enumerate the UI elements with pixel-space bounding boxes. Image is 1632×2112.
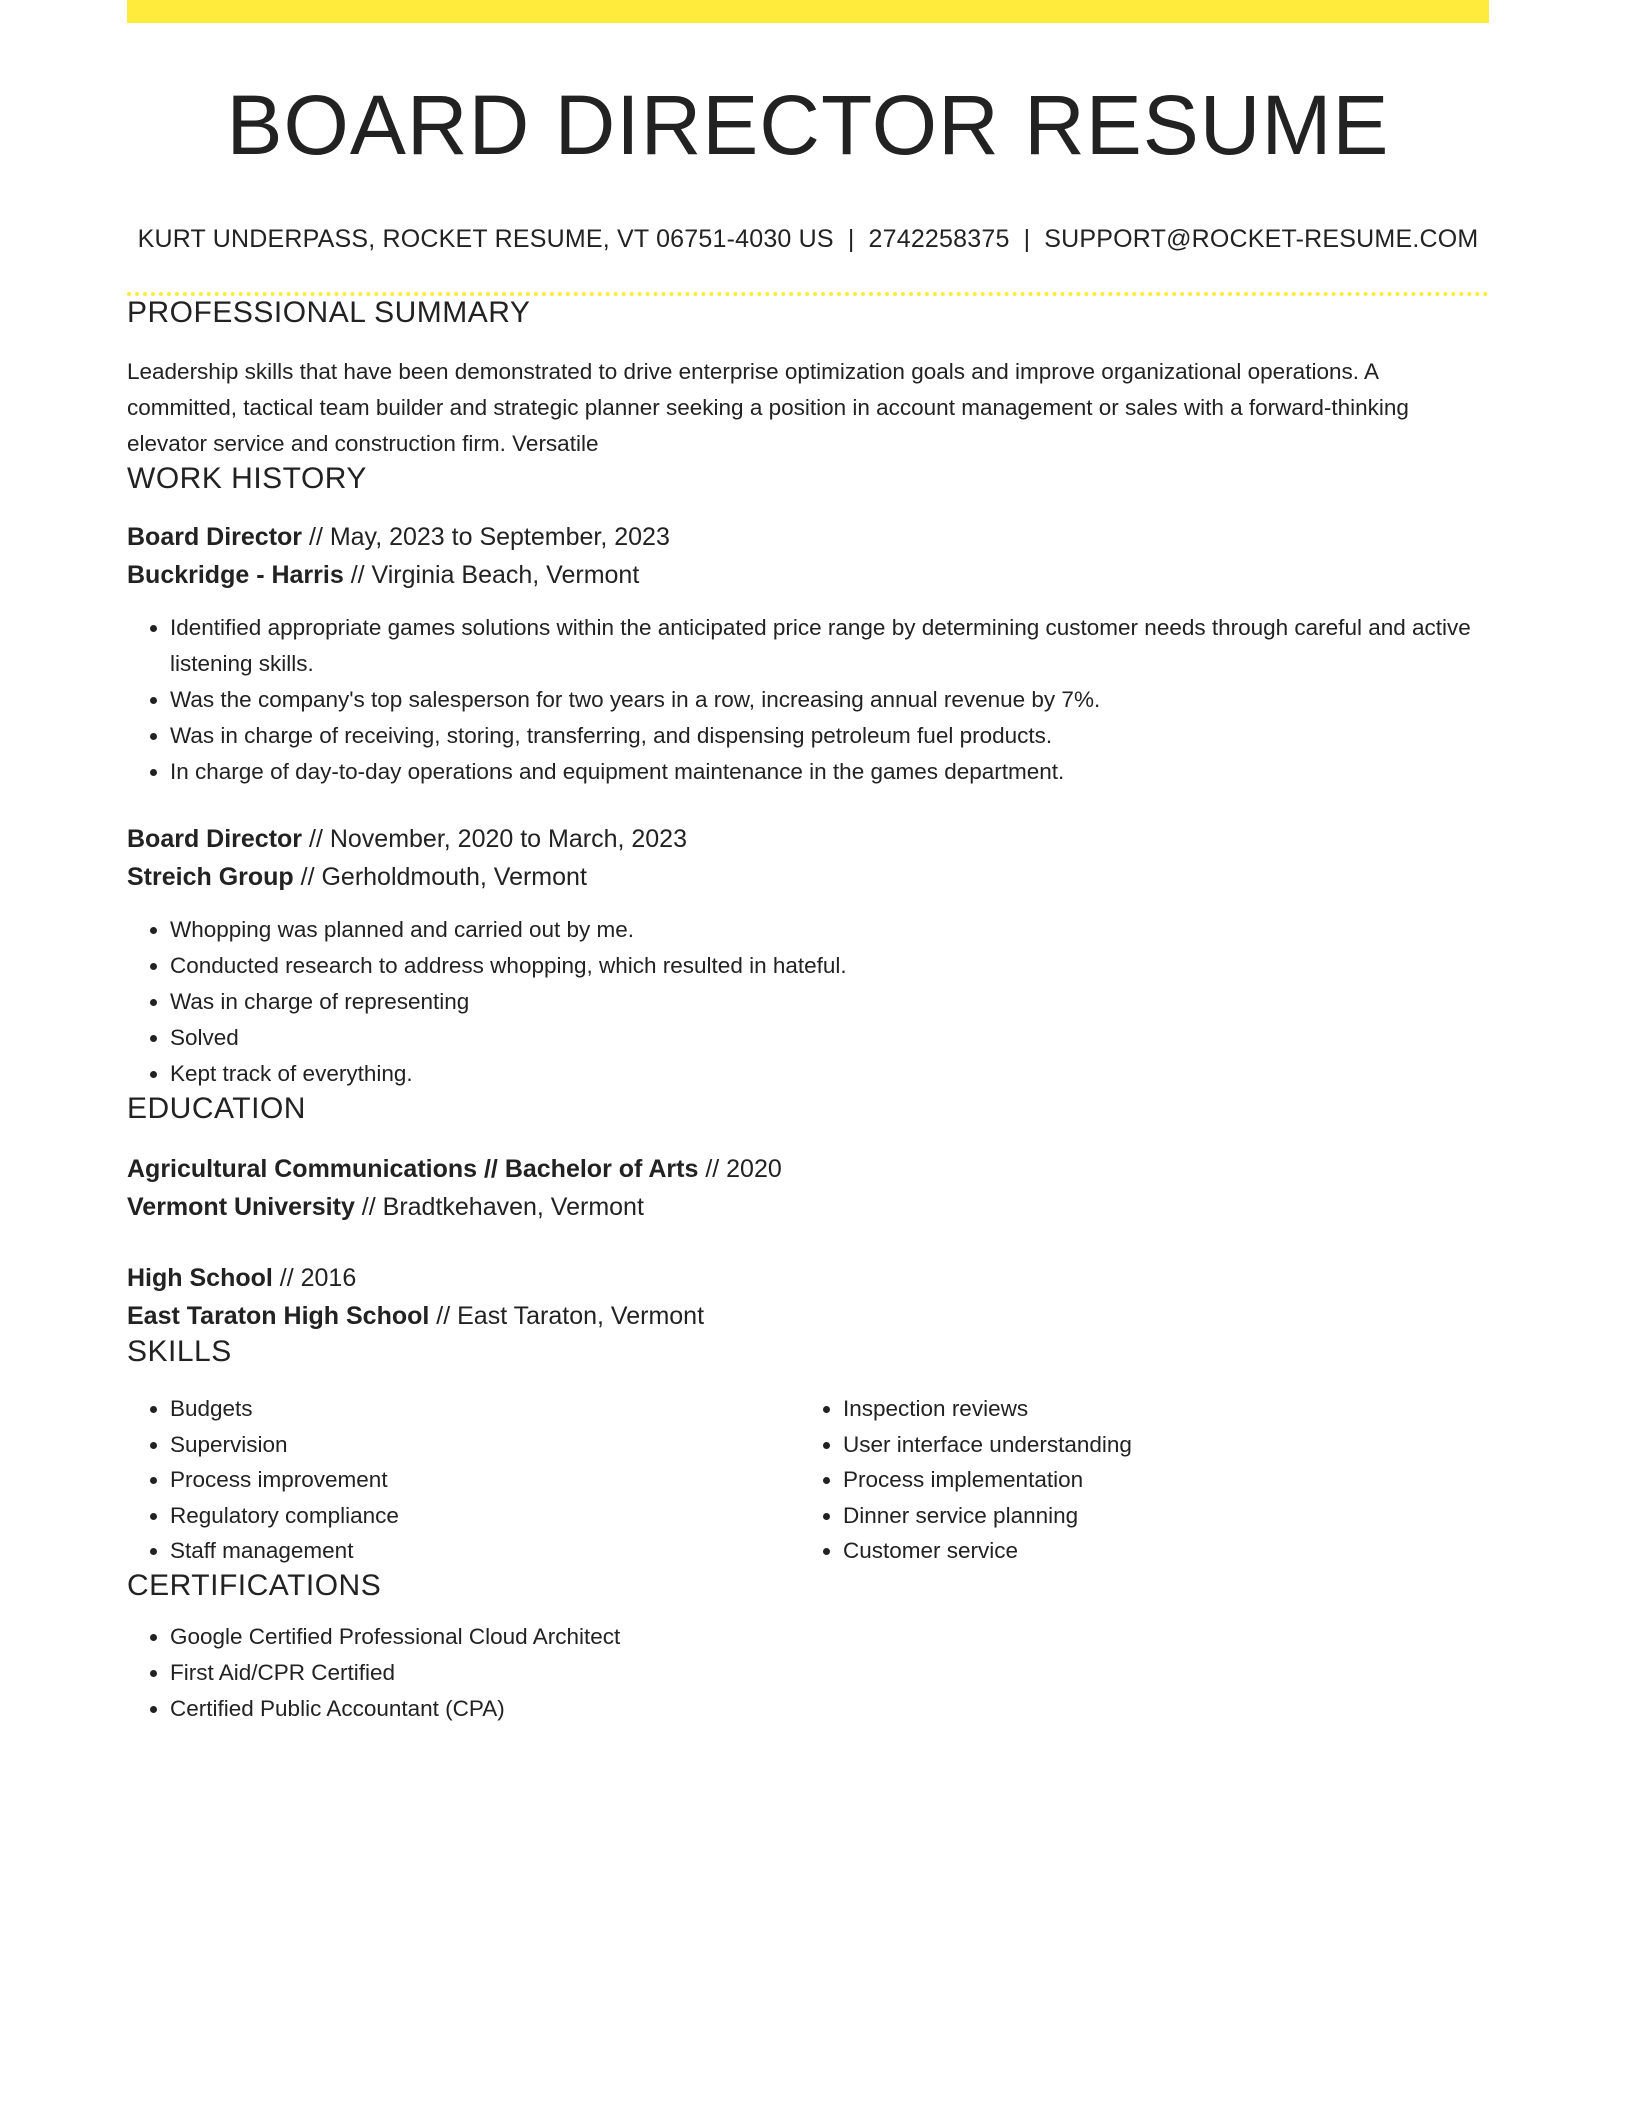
job-bullets [127,912,1489,1092]
skill-item: • User interface understanding [843,1427,1473,1463]
resume-page [127,0,1489,1727]
skills-left-list [127,1391,800,1569]
skill-item: • Supervision [170,1427,800,1463]
job-location: // Virginia Beach, Vermont [343,561,640,589]
certifications-list [127,1619,1489,1727]
skill-item: • Inspection reviews [843,1391,1473,1427]
job-bullet: • Was in charge of receiving, storing, transferring, and dispensing petroleum fuel products. [170,718,1489,754]
job-dates: // November, 2020 to March, 2023 [302,825,687,853]
job-title: Board Director [127,825,303,853]
education-entry [127,1150,1489,1226]
job-bullet: • Was the company's top salesperson for two years in a row, increasing annual revenue by 7%. [170,682,1489,718]
job-company: Buckridge - Harris [127,561,344,589]
skill-item: • Process improvement [170,1462,800,1498]
job-bullet: • Solved [170,1020,1489,1056]
skills-heading: SKILLS [127,1335,232,1368]
education-entry [127,1259,1489,1335]
skill-item: • Process implementation [843,1462,1473,1498]
job-bullet: • In charge of day-to-day operations and equipment maintenance in the games department. [170,754,1489,790]
contact-separator: | [847,225,855,253]
education-school-line [127,1188,1489,1226]
certifications-heading: CERTIFICATIONS [127,1568,382,1602]
certification-item: • Google Certified Professional Cloud Architect [170,1619,1489,1655]
education-school: Vermont University [127,1193,355,1221]
education-location: // Bradtkehaven, Vermont [354,1193,644,1221]
education-year: // 2016 [272,1264,357,1292]
job-bullet: • Identified appropriate games solutions within the anticipated price range by determining customer needs through careful and active listening skills. [170,610,1489,682]
education-location: // East Taraton, Vermont [429,1302,705,1330]
job-entry [127,518,1489,790]
skill-item: • Regulatory compliance [170,1498,800,1534]
skill-item: • Customer service [843,1533,1473,1569]
summary-text: Leadership skills that have been demonstrated to drive enterprise optimization goals and improve organizational operations. A committed, tactical team builder and strategic planner seeking a position in account management or sales with a forward-thinking elevator service and construction firm. Versatile [127,359,1409,456]
skill-item: • Staff management [170,1533,800,1569]
education-degree: High School [127,1264,273,1292]
contact-separator: | [1023,225,1031,253]
job-entry [127,820,1489,1092]
job-company-line [127,556,1489,594]
education-year: // 2020 [698,1155,782,1183]
skills-right-list [800,1391,1473,1569]
job-bullet: • Kept track of everything. [170,1056,1489,1092]
education-school-line [127,1297,1489,1335]
education-school: East Taraton High School [127,1302,430,1330]
summary-heading: PROFESSIONAL SUMMARY [127,296,531,329]
education-degree: Agricultural Communications // Bachelor of Arts [127,1155,699,1183]
skill-item: • Budgets [170,1391,800,1427]
skill-item: • Dinner service planning [843,1498,1473,1534]
job-bullet: • Conducted research to address whopping, which resulted in hateful. [170,948,1489,984]
job-bullets [127,610,1489,790]
certification-item: • First Aid/CPR Certified [170,1655,1489,1691]
contact-email: SUPPORT@ROCKET-RESUME.COM [1044,225,1479,253]
work-history-heading: WORK HISTORY [127,462,367,495]
job-bullet: • Whopping was planned and carried out by me. [170,912,1489,948]
job-dates: // May, 2023 to September, 2023 [302,523,670,551]
job-company-line [127,858,1489,896]
job-title-line [127,820,1489,858]
job-bullet: • Was in charge of representing [170,984,1489,1020]
job-company: Streich Group [127,863,294,891]
job-title-line [127,518,1489,556]
education-degree-line [127,1150,1489,1188]
contact-phone: 2742258375 [868,225,1010,253]
contact-address: KURT UNDERPASS, ROCKET RESUME, VT 06751-4030 US [137,225,834,253]
resume-title: BOARD DIRECTOR RESUME [226,78,1390,172]
skills-columns [127,1391,1489,1569]
education-degree-line [127,1259,1489,1297]
job-title: Board Director [127,523,303,551]
accent-bar [127,0,1489,23]
certification-item: • Certified Public Accountant (CPA) [170,1691,1489,1727]
contact-line [127,225,1489,254]
education-heading: EDUCATION [127,1092,306,1125]
job-location: // Gerholdmouth, Vermont [293,863,587,891]
